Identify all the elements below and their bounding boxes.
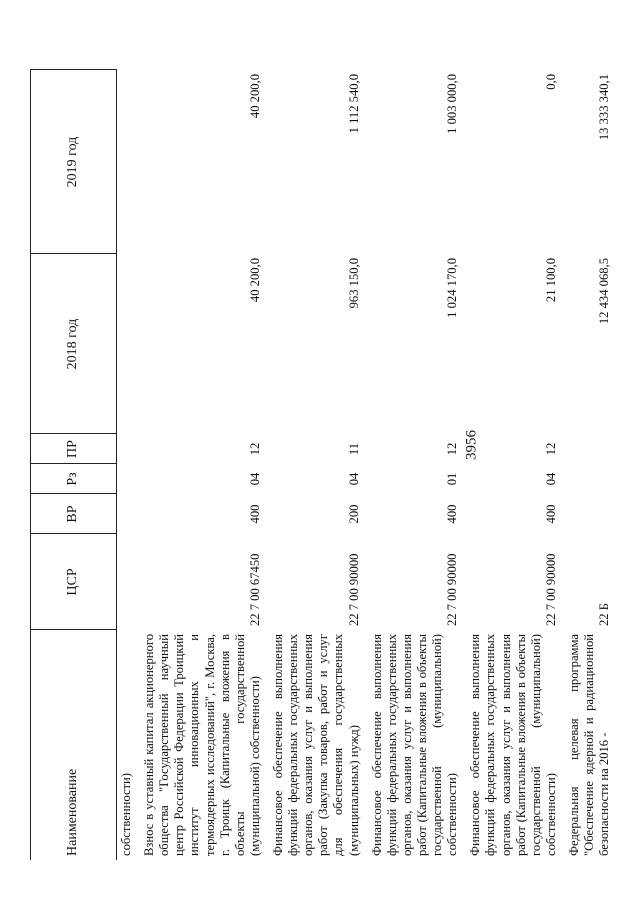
row-2019: 13 333 340,1 [597, 74, 612, 141]
header-name: Наименование [31, 630, 117, 860]
row-name: Федеральная целевая программа "Обеспечение ядерной и радиационной безопасности на 2016 - [566, 634, 612, 856]
row-name: Финансовое обеспечение выполнения функций федеральных государственных органов, оказания услуг и выполнения работ (Капитальные вложения в объекты государственной (муниципальной) собственности) [369, 634, 460, 856]
row-2018: 12 434 068,5 [597, 258, 612, 325]
row-vr: 400 [247, 504, 262, 524]
row-vr: 400 [543, 504, 558, 524]
table-row [265, 70, 364, 860]
table-header-row [31, 70, 117, 860]
budget-table [30, 70, 614, 861]
row-2018 [117, 254, 137, 434]
row-vr [561, 494, 614, 534]
row-name: Финансовое обеспечение выполнения функций федеральных государственных органов, оказания услуг и выполнения работ (Закупка товаров, работ и услуг для обеспечения государственных (муниципальных) нужд) [270, 634, 361, 856]
header-rz: Рз [31, 464, 117, 494]
row-rz: 01 [445, 472, 460, 486]
row-name: собственности) [119, 773, 133, 856]
row-rz: 04 [543, 472, 558, 486]
row-2019: 0,0 [543, 74, 558, 90]
row-rz [117, 464, 137, 494]
header-pr: ПР [31, 434, 117, 464]
rotated-page-content [30, 70, 612, 860]
header-2018: 2018 год [31, 254, 117, 434]
row-2018: 21 100,0 [543, 258, 558, 303]
table-row [117, 70, 137, 860]
table-row [364, 70, 463, 860]
row-csr: 22 7 00 90000 [346, 553, 361, 626]
page-number: 3956 [463, 430, 480, 460]
row-csr: 22 7 00 67450 [247, 553, 262, 626]
row-pr: 12 [247, 442, 262, 456]
row-vr: 200 [346, 504, 361, 524]
row-2019: 40 200,0 [247, 74, 262, 119]
row-2018: 963 150,0 [346, 258, 361, 309]
row-2018: 40 200,0 [247, 258, 262, 303]
header-2019: 2019 год [31, 70, 117, 254]
row-vr: 400 [445, 504, 460, 524]
header-vr: ВР [31, 494, 117, 534]
row-pr: 12 [445, 442, 460, 456]
row-name: Взнос в уставный капитал акционерного общества "Государственный научный центр Российской Федерации Троицкий институт инновационных и термоядерных исследований", г. Москва, г. Троицк (Капитальные вложения в объекты государственной (муниципальной) собственности) [142, 634, 262, 856]
row-rz: 04 [346, 472, 361, 486]
row-2019: 1 003 000,0 [445, 74, 460, 134]
row-pr [561, 434, 614, 464]
row-csr: 22 7 00 90000 [543, 553, 558, 626]
row-name: Финансовое обеспечение выполнения функций федеральных государственных органов, оказания услуг и выполнения работ (Капитальные вложения в объекты государственной (муниципальной) собственности) [468, 634, 558, 856]
table-row [462, 70, 561, 860]
row-vr [117, 494, 137, 534]
header-csr: ЦСР [31, 534, 117, 630]
row-csr [117, 534, 137, 630]
table-row [136, 70, 265, 860]
row-pr: 11 [346, 442, 361, 456]
row-2019: 1 112 540,0 [346, 74, 361, 134]
table-row [561, 70, 614, 860]
row-csr: 22 7 00 90000 [445, 553, 460, 626]
row-rz: 04 [247, 472, 262, 486]
row-2019 [117, 70, 137, 254]
row-pr [117, 434, 137, 464]
row-rz [561, 464, 614, 494]
row-pr: 12 [543, 442, 558, 456]
row-2018: 1 024 170,0 [445, 258, 460, 318]
row-csr: 22 Б [597, 603, 612, 626]
